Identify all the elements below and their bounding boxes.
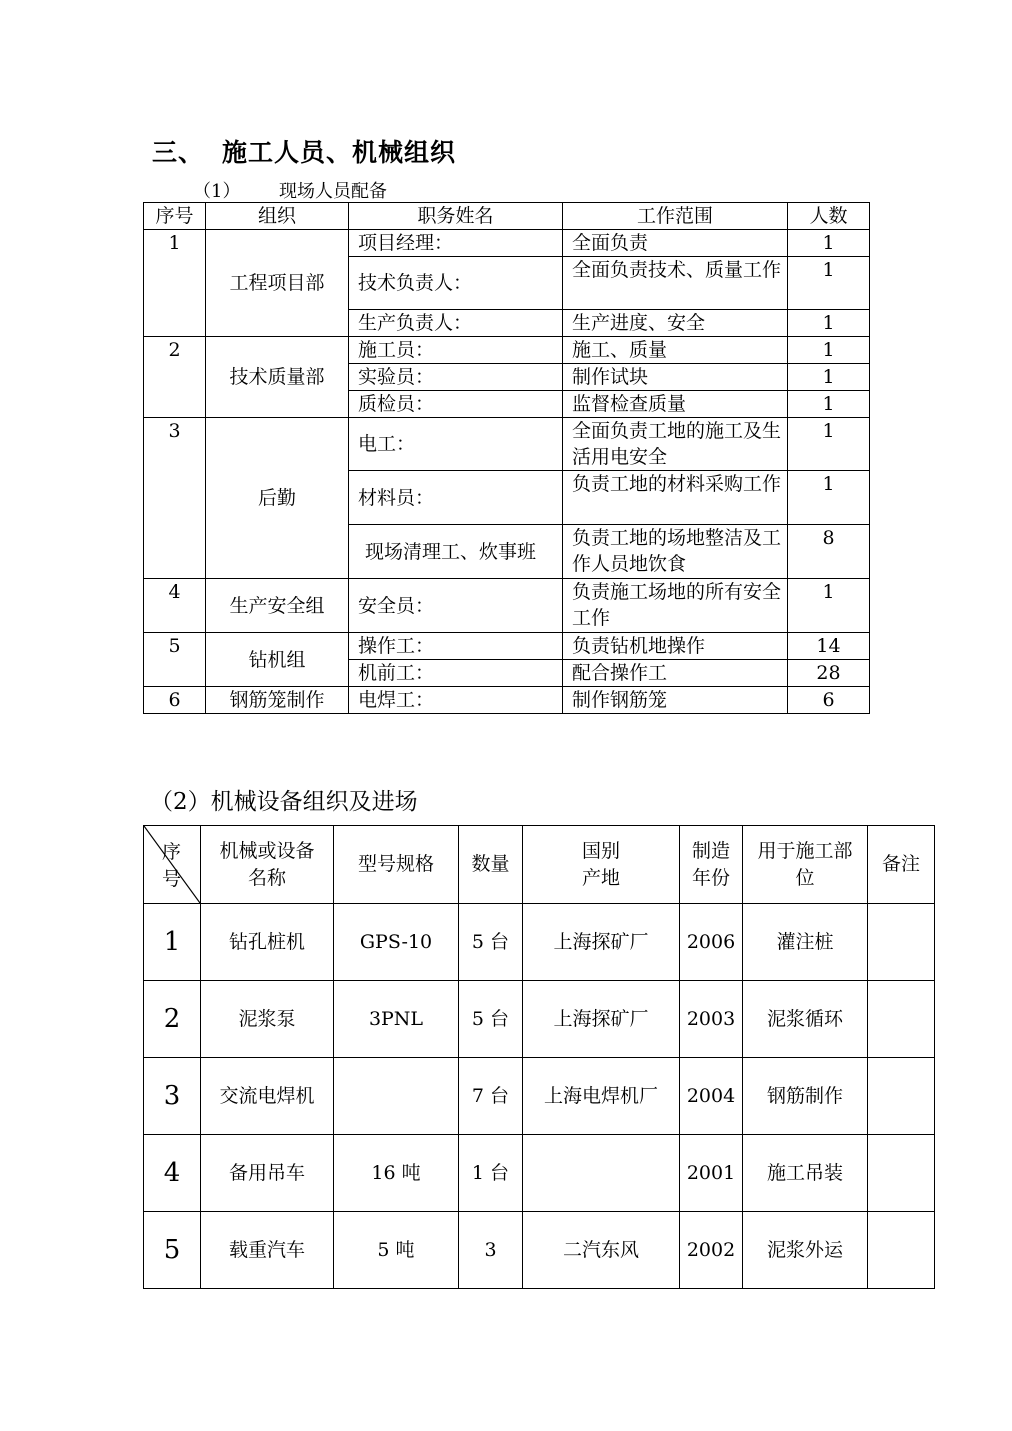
equipment-header-seq-bottom: 号 <box>162 868 182 890</box>
equipment-row <box>144 1212 935 1289</box>
equipment-name: 钻孔桩机 <box>201 904 334 981</box>
equipment-year: 2004 <box>680 1058 743 1135</box>
staff-count: 1 <box>788 364 870 391</box>
staff-count: 1 <box>788 337 870 364</box>
staff-scope: 负责钻机地操作 <box>563 633 788 660</box>
staff-row <box>144 579 870 633</box>
staff-role: 实验员： <box>349 364 563 391</box>
equipment-model: 5 吨 <box>334 1212 459 1289</box>
equipment-row <box>144 904 935 981</box>
equipment-qty: 7 台 <box>459 1058 523 1135</box>
equipment-table <box>143 825 935 1289</box>
staff-subheading-number: （1） <box>193 181 241 202</box>
equipment-origin: 上海探矿厂 <box>523 981 680 1058</box>
equipment-seq: 5 <box>144 1212 201 1289</box>
staff-org: 技术质量部 <box>206 337 349 418</box>
staff-scope: 负责施工场地的所有安全工作 <box>563 579 788 633</box>
staff-seq: 5 <box>144 633 206 687</box>
staff-header-seq: 序号 <box>144 203 206 230</box>
equipment-use: 灌注桩 <box>743 904 868 981</box>
equipment-year: 2006 <box>680 904 743 981</box>
staff-role: 电焊工： <box>349 687 563 714</box>
equipment-header-seq <box>144 826 201 904</box>
staff-scope: 负责工地的场地整洁及工作人员地饮食 <box>563 525 788 579</box>
staff-header-org: 组织 <box>206 203 349 230</box>
equipment-qty: 5 台 <box>459 904 523 981</box>
staff-scope: 全面负责工地的施工及生活用电安全 <box>563 418 788 471</box>
staff-role: 操作工： <box>349 633 563 660</box>
equipment-row <box>144 981 935 1058</box>
staff-row <box>144 337 870 364</box>
equipment-model <box>334 1058 459 1135</box>
staff-header-scope: 工作范围 <box>563 203 788 230</box>
equipment-qty: 5 台 <box>459 981 523 1058</box>
equipment-qty: 3 <box>459 1212 523 1289</box>
staff-scope: 制作试块 <box>563 364 788 391</box>
staff-count: 14 <box>788 633 870 660</box>
staff-count: 1 <box>788 418 870 471</box>
staff-org: 后勤 <box>206 418 349 579</box>
equipment-header-year: 制造 年份 <box>680 826 743 904</box>
staff-role: 质检员： <box>349 391 563 418</box>
staff-role: 机前工： <box>349 660 563 687</box>
equipment-name: 载重汽车 <box>201 1212 334 1289</box>
staff-scope: 全面负责技术、质量工作 <box>563 257 788 310</box>
staff-role: 电工： <box>349 418 563 471</box>
equipment-name: 备用吊车 <box>201 1135 334 1212</box>
equipment-seq: 2 <box>144 981 201 1058</box>
staff-org: 钢筋笼制作 <box>206 687 349 714</box>
staff-org: 工程项目部 <box>206 230 349 337</box>
equipment-note <box>868 981 935 1058</box>
equipment-note <box>868 1058 935 1135</box>
equipment-header-note: 备注 <box>868 826 935 904</box>
equipment-heading: （2）机械设备组织及进场 <box>150 789 418 815</box>
equipment-model: 3PNL <box>334 981 459 1058</box>
staff-scope: 监督检查质量 <box>563 391 788 418</box>
staff-count: 6 <box>788 687 870 714</box>
equipment-origin: 二汽东风 <box>523 1212 680 1289</box>
staff-role: 现场清理工、炊事班 <box>349 525 563 579</box>
staff-org: 生产安全组 <box>206 579 349 633</box>
equipment-header-seq-top: 序 <box>162 841 182 863</box>
staff-count: 8 <box>788 525 870 579</box>
section-heading <box>152 133 456 169</box>
staff-header-role: 职务姓名 <box>349 203 563 230</box>
equipment-origin <box>523 1135 680 1212</box>
equipment-use: 钢筋制作 <box>743 1058 868 1135</box>
staff-header-count: 人数 <box>788 203 870 230</box>
staff-scope: 配合操作工 <box>563 660 788 687</box>
equipment-header-use: 用于施工部 位 <box>743 826 868 904</box>
equipment-row <box>144 1058 935 1135</box>
staff-count: 1 <box>788 391 870 418</box>
equipment-row <box>144 1135 935 1212</box>
equipment-model: 16 吨 <box>334 1135 459 1212</box>
staff-seq: 4 <box>144 579 206 633</box>
equipment-note <box>868 1212 935 1289</box>
equipment-note <box>868 1135 935 1212</box>
staff-role: 安全员： <box>349 579 563 633</box>
staff-role: 材料员： <box>349 471 563 525</box>
staff-role: 项目经理： <box>349 230 563 257</box>
equipment-seq: 1 <box>144 904 201 981</box>
equipment-qty: 1 台 <box>459 1135 523 1212</box>
staff-seq: 2 <box>144 337 206 418</box>
equipment-origin: 上海探矿厂 <box>523 904 680 981</box>
staff-row <box>144 230 870 257</box>
staff-seq: 3 <box>144 418 206 579</box>
equipment-header-row <box>144 826 935 904</box>
equipment-name: 交流电焊机 <box>201 1058 334 1135</box>
staff-role: 施工员： <box>349 337 563 364</box>
equipment-header-name: 机械或设备 名称 <box>201 826 334 904</box>
staff-scope: 施工、质量 <box>563 337 788 364</box>
equipment-header-model: 型号规格 <box>334 826 459 904</box>
equipment-use: 施工吊装 <box>743 1135 868 1212</box>
staff-row <box>144 687 870 714</box>
staff-subheading <box>193 177 387 203</box>
equipment-year: 2001 <box>680 1135 743 1212</box>
equipment-header-origin: 国别 产地 <box>523 826 680 904</box>
staff-scope: 全面负责 <box>563 230 788 257</box>
staff-count: 1 <box>788 257 870 310</box>
section-heading-text: 施工人员、机械组织 <box>222 138 457 167</box>
staff-row <box>144 418 870 471</box>
equipment-year: 2002 <box>680 1212 743 1289</box>
equipment-name: 泥浆泵 <box>201 981 334 1058</box>
staff-scope: 负责工地的材料采购工作 <box>563 471 788 525</box>
section-heading-number: 三、 <box>152 138 205 167</box>
staff-count: 1 <box>788 471 870 525</box>
staff-scope: 制作钢筋笼 <box>563 687 788 714</box>
staff-count: 28 <box>788 660 870 687</box>
staff-table <box>143 202 870 714</box>
equipment-seq: 4 <box>144 1135 201 1212</box>
equipment-note <box>868 904 935 981</box>
equipment-origin: 上海电焊机厂 <box>523 1058 680 1135</box>
staff-scope: 生产进度、安全 <box>563 310 788 337</box>
staff-org: 钻机组 <box>206 633 349 687</box>
staff-seq: 6 <box>144 687 206 714</box>
staff-role: 生产负责人： <box>349 310 563 337</box>
equipment-model: GPS-10 <box>334 904 459 981</box>
staff-role: 技术负责人： <box>349 257 563 310</box>
equipment-seq: 3 <box>144 1058 201 1135</box>
staff-count: 1 <box>788 310 870 337</box>
staff-count: 1 <box>788 230 870 257</box>
equipment-use: 泥浆外运 <box>743 1212 868 1289</box>
staff-header-row <box>144 203 870 230</box>
staff-row <box>144 633 870 660</box>
staff-seq: 1 <box>144 230 206 337</box>
staff-count: 1 <box>788 579 870 633</box>
equipment-use: 泥浆循环 <box>743 981 868 1058</box>
equipment-header-qty: 数量 <box>459 826 523 904</box>
staff-subheading-title: 现场人员配备 <box>279 181 387 202</box>
equipment-year: 2003 <box>680 981 743 1058</box>
